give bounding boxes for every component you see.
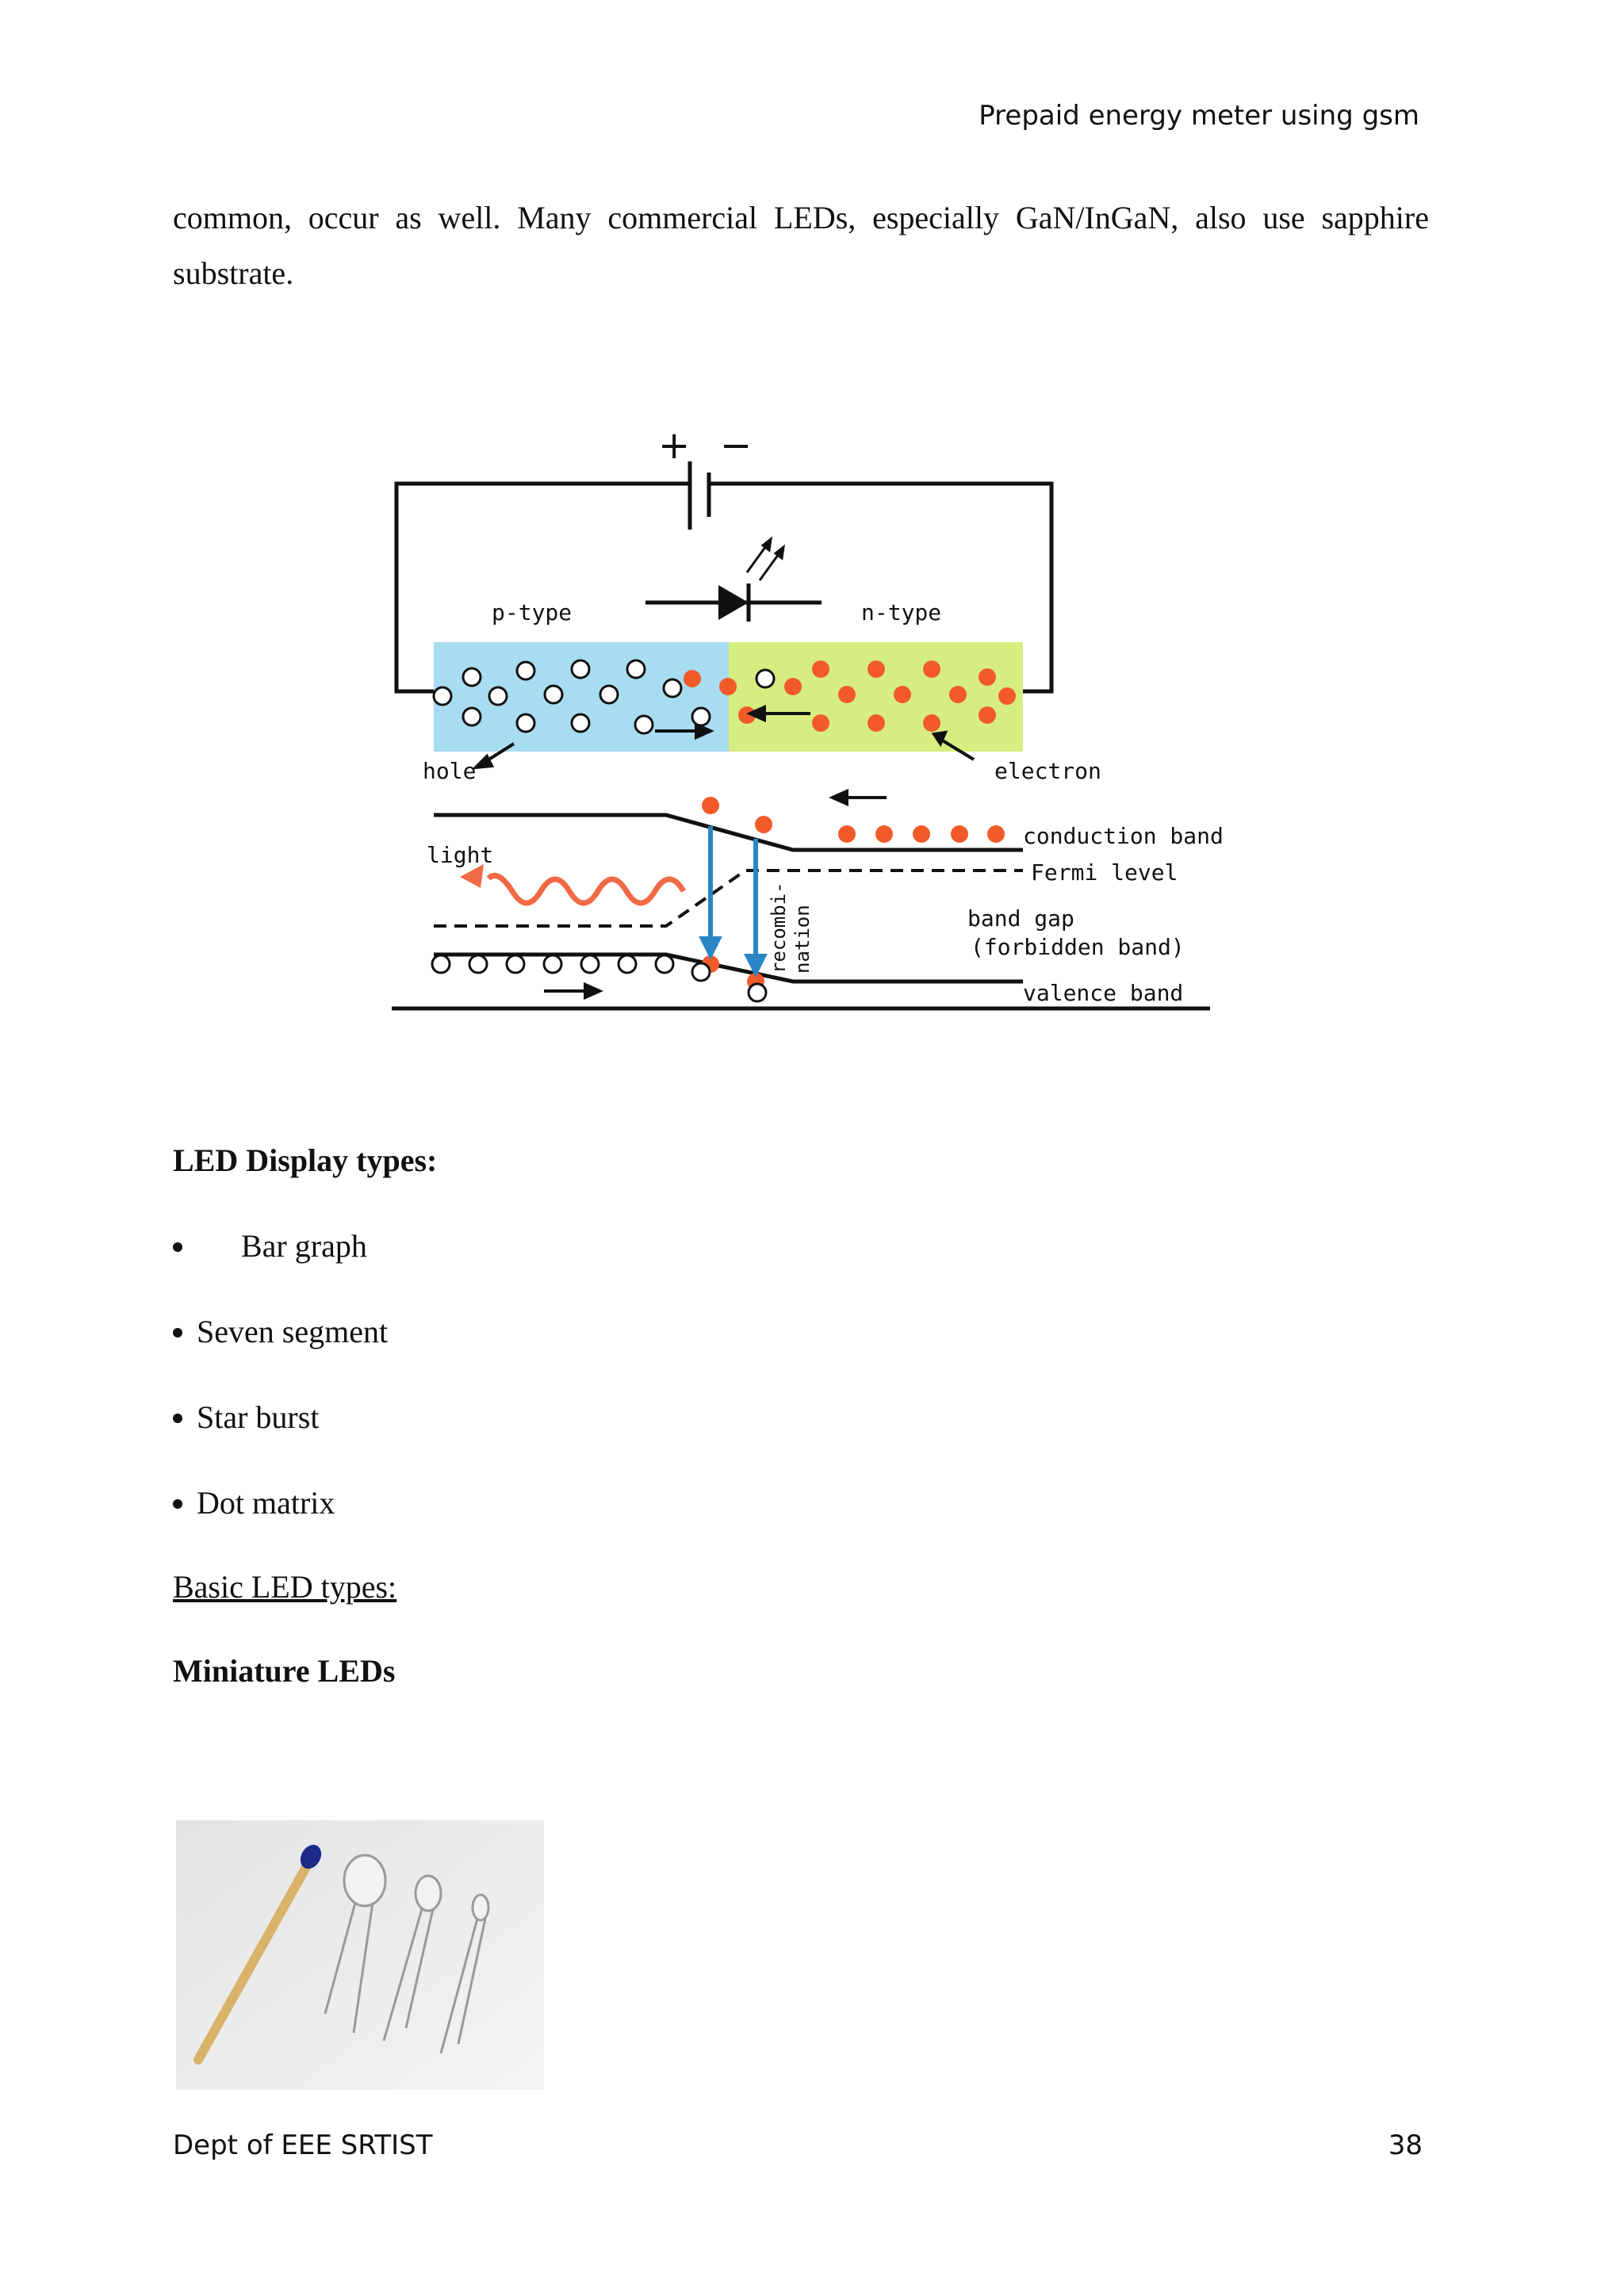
diode-symbol [645,539,822,622]
list-item [173,1484,335,1521]
bullet-icon [173,1328,182,1337]
valence-band-label: valence band [1023,980,1184,1006]
conduction-arrow [833,791,887,804]
p-type-region [434,642,729,752]
band-gap-label: band gap [967,905,1074,932]
conduction-electrons [702,797,1005,990]
list-item-label: Bar graph [241,1228,367,1264]
electron-label: electron [994,758,1101,784]
light-wave [488,875,684,903]
page-header: Prepaid energy meter using gsm [979,100,1419,132]
bullet-icon [173,1414,182,1423]
basic-led-types-heading: Basic LED types: [173,1569,397,1605]
list-item-label: Dot matrix [197,1485,335,1521]
p-type-label: p-type [492,599,573,626]
intro-paragraph: common, occur as well. Many commercial LEDs, especially GaN/InGaN, also use sapphire substrate. [173,200,1429,291]
recombination-label-2: nation [791,905,814,974]
recombination-arrows [703,826,764,972]
light-label: light [427,842,494,868]
forbidden-band-label: (forbidden band) [971,934,1185,960]
n-type-region [729,642,1023,752]
led-display-heading: LED Display types: [173,1142,438,1178]
led-band-diagram [381,420,1237,1023]
battery-minus-label: − [720,423,753,468]
conduction-band-label: conduction band [1023,823,1224,849]
hole-label: hole [423,758,477,784]
miniature-leds-photo [176,1820,544,2090]
list-item-label: Star burst [197,1399,320,1435]
miniature-leds-heading: Miniature LEDs [173,1653,396,1689]
footer-department: Dept of EEE SRTIST [173,2130,433,2161]
valence-arrow [544,985,599,997]
fermi-level-label: Fermi level [1031,859,1178,886]
recombination-label-1: recombi- [768,882,790,974]
battery-plus-label: + [658,423,691,468]
list-item [173,1399,319,1436]
list-item [173,1227,367,1265]
list-item [173,1313,388,1350]
list-item-label: Seven segment [197,1314,389,1349]
n-type-label: n-type [861,599,942,626]
footer-page-number: 38 [1388,2130,1423,2161]
bullet-icon [173,1242,182,1252]
fermi-level-line [434,871,1023,926]
bullet-icon [173,1499,182,1509]
